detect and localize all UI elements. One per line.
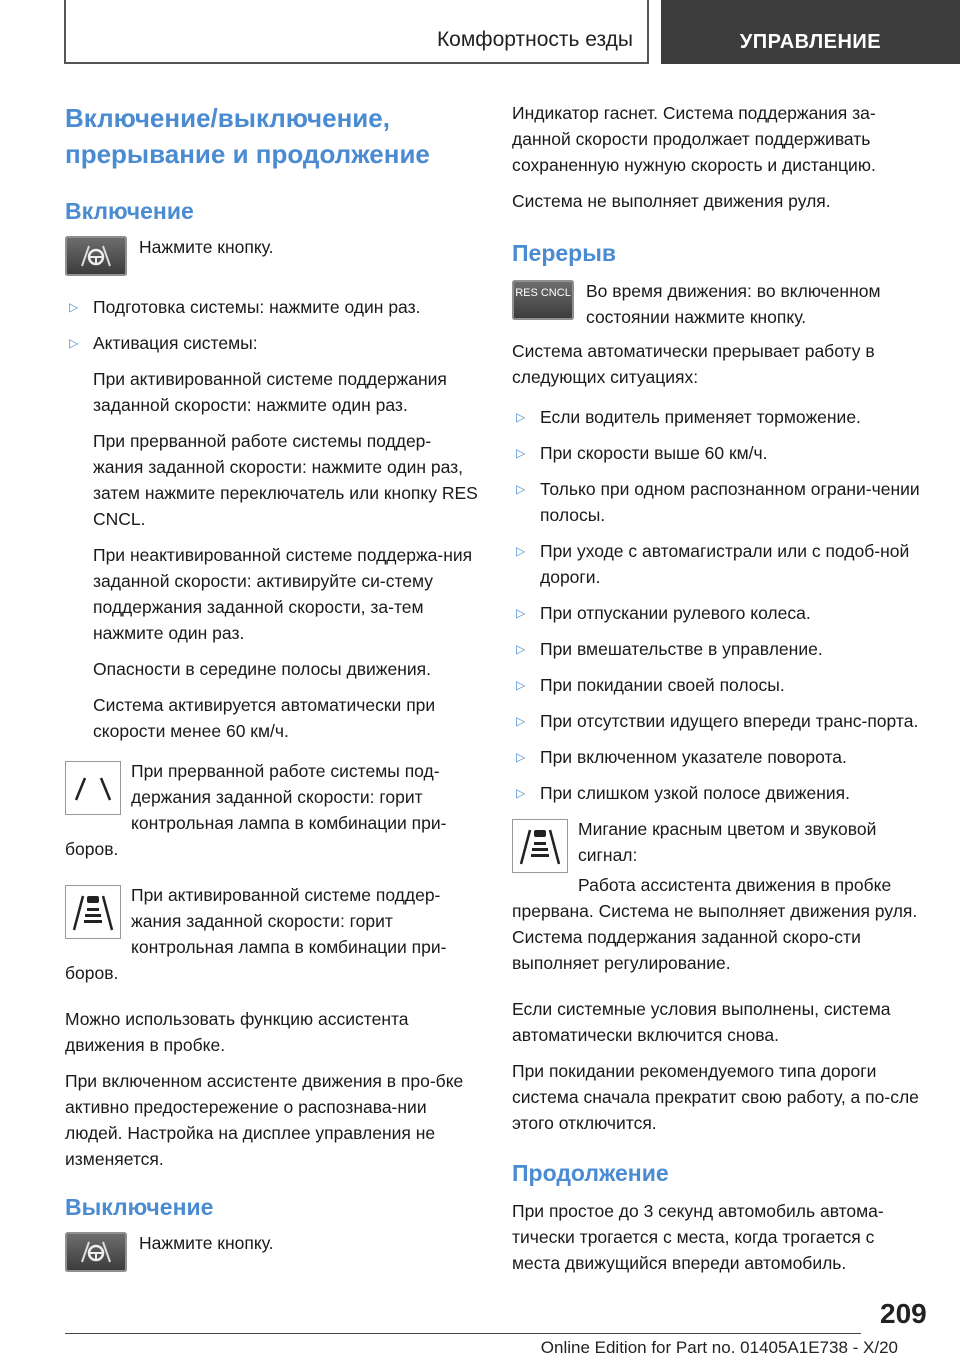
list-item: ▷ Активация системы: bbox=[65, 330, 480, 356]
sub-paragraph: При прерванной работе системы поддер-жания заданной скорости: нажмите один раз, затем нажмите переключатель или кнопку RES CNCL. bbox=[93, 431, 478, 529]
bullet-marker-icon: ▷ bbox=[516, 446, 526, 460]
list-item: ▷ При покидании своей полосы. bbox=[512, 672, 924, 698]
warning-note bbox=[512, 816, 924, 996]
sub-paragraph: При активированной системе поддержания заданной скорости: нажмите один раз. bbox=[93, 369, 447, 415]
paragraph: При покидании рекомендуемого типа дороги система сначала прекратит свою работу, а по-сле этого отключится. bbox=[512, 1061, 919, 1133]
paragraph: Если системные условия выполнены, система автоматически включится снова. bbox=[512, 999, 891, 1045]
lamp-note bbox=[65, 882, 480, 1006]
bullet-marker-icon: ▷ bbox=[69, 300, 79, 314]
enable-heading: Включение bbox=[65, 198, 194, 224]
sub-paragraph: Опасности в середине полосы движения. bbox=[93, 659, 431, 679]
disable-heading: Выключение bbox=[65, 1194, 214, 1220]
list-item: ▷ При включенном указателе поворота. bbox=[512, 744, 924, 770]
steering-assist-button-icon bbox=[65, 1232, 127, 1272]
list-item: ▷ При вмешательстве в управление. bbox=[512, 636, 924, 662]
bullet-marker-icon: ▷ bbox=[516, 410, 526, 424]
list-item: ▷ При отпускании рулевого колеса. bbox=[512, 600, 924, 626]
bullet-marker-icon: ▷ bbox=[516, 714, 526, 728]
enable-instruction: Нажмите кнопку. bbox=[139, 237, 274, 257]
list-item: ▷ При уходе с автомагистрали или с подоб-ной дороги. bbox=[512, 538, 924, 590]
bullet-marker-icon: ▷ bbox=[516, 678, 526, 692]
lamp-note-text: При активированной системе поддер-жания заданной скорости: горит контрольная лампа в комбинации при-боров. bbox=[65, 885, 447, 983]
header-chapter-tab: УПРАВЛЕНИЕ bbox=[661, 0, 960, 64]
footer-edition: Online Edition for Part no. 01405A1E738 - X/20 bbox=[540, 1338, 898, 1357]
paragraph: Система автоматически прерывает работу в следующих ситуациях: bbox=[512, 341, 875, 387]
warning-text: Работа ассистента движения в пробке прервана. Система не выполняет движения руля. Система поддержания заданной скоро-сти выполняет регулирование. bbox=[512, 875, 918, 973]
paragraph: При включенном ассистенте движения в про-бке активно предостережение о распознава-нии людей. Настройка на дисплее управления не изменяется. bbox=[65, 1071, 464, 1169]
bullet-marker-icon: ▷ bbox=[516, 786, 526, 800]
page-number: 209 bbox=[880, 1298, 927, 1329]
bullet-marker-icon: ▷ bbox=[516, 750, 526, 764]
list-item: ▷ При отсутствии идущего впереди транс-порта. bbox=[512, 708, 924, 734]
enable-steps-list bbox=[65, 294, 480, 356]
pause-instruction-row bbox=[512, 278, 924, 330]
bullet-marker-icon: ▷ bbox=[516, 544, 526, 558]
list-item: ▷ При скорости выше 60 км/ч. bbox=[512, 440, 924, 466]
page-title: Включение/выключение, прерывание и продолжение bbox=[65, 103, 430, 169]
left-column bbox=[65, 100, 480, 1290]
list-item: ▷ Если водитель применяет торможение. bbox=[512, 404, 924, 430]
steering-assist-button-icon bbox=[65, 236, 127, 276]
paragraph: При простое до 3 секунд автомобиль автома-тически трогается с места, когда трогается с места движущийся впереди автомобиль. bbox=[512, 1201, 884, 1273]
bullet-marker-icon: ▷ bbox=[516, 606, 526, 620]
list-item: ▷ При слишком узкой полосе движения. bbox=[512, 780, 924, 806]
resume-heading: Продолжение bbox=[512, 1160, 669, 1186]
right-column bbox=[512, 100, 924, 1286]
paragraph: Можно использовать функцию ассистента движения в пробке. bbox=[65, 1009, 409, 1055]
disable-instruction: Нажмите кнопку. bbox=[139, 1233, 274, 1253]
bullet-marker-icon: ▷ bbox=[69, 336, 79, 350]
res-cncl-button-icon: RES CNCL bbox=[512, 280, 574, 320]
footer-divider bbox=[65, 1333, 861, 1334]
sub-paragraph: Система активируется автоматически при скорости менее 60 км/ч. bbox=[93, 695, 436, 741]
paragraph: Система не выполняет движения руля. bbox=[512, 191, 831, 211]
list-item: ▷ Только при одном распознанном ограни-чении полосы. bbox=[512, 476, 924, 528]
sub-paragraph: При неактивированной системе поддержа-ния заданной скорости: активируйте си-стему поддержания заданной скорости, за-тем нажмите один раз. bbox=[93, 545, 473, 643]
lamp-note-text: При прерванной работе системы под-держания заданной скорости: горит контрольная лампа в комбинации при-боров. bbox=[65, 761, 447, 859]
auto-pause-list bbox=[512, 404, 924, 806]
car-lane-lamp-icon bbox=[512, 819, 568, 873]
lamp-note bbox=[65, 758, 480, 882]
disable-instruction-row bbox=[65, 1230, 480, 1276]
lane-lines-lamp-icon bbox=[65, 761, 121, 815]
pause-instruction: Во время движения: во включенном состоянии нажмите кнопку. bbox=[586, 281, 881, 327]
list-item: ▷ Подготовка системы: нажмите один раз. bbox=[65, 294, 480, 320]
warning-title: Мигание красным цветом и звуковой сигнал: bbox=[578, 819, 877, 865]
enable-instruction-row bbox=[65, 234, 480, 280]
header-section-box bbox=[64, 0, 649, 64]
pause-heading: Перерыв bbox=[512, 240, 616, 266]
bullet-marker-icon: ▷ bbox=[516, 482, 526, 496]
paragraph: Индикатор гаснет. Система поддержания за-данной скорости продолжает поддерживать сохраненную нужную скорость и дистанцию. bbox=[512, 103, 876, 175]
bullet-marker-icon: ▷ bbox=[516, 642, 526, 656]
car-lane-lamp-icon bbox=[65, 885, 121, 939]
header-section-title: Комфортность езды bbox=[436, 28, 633, 51]
